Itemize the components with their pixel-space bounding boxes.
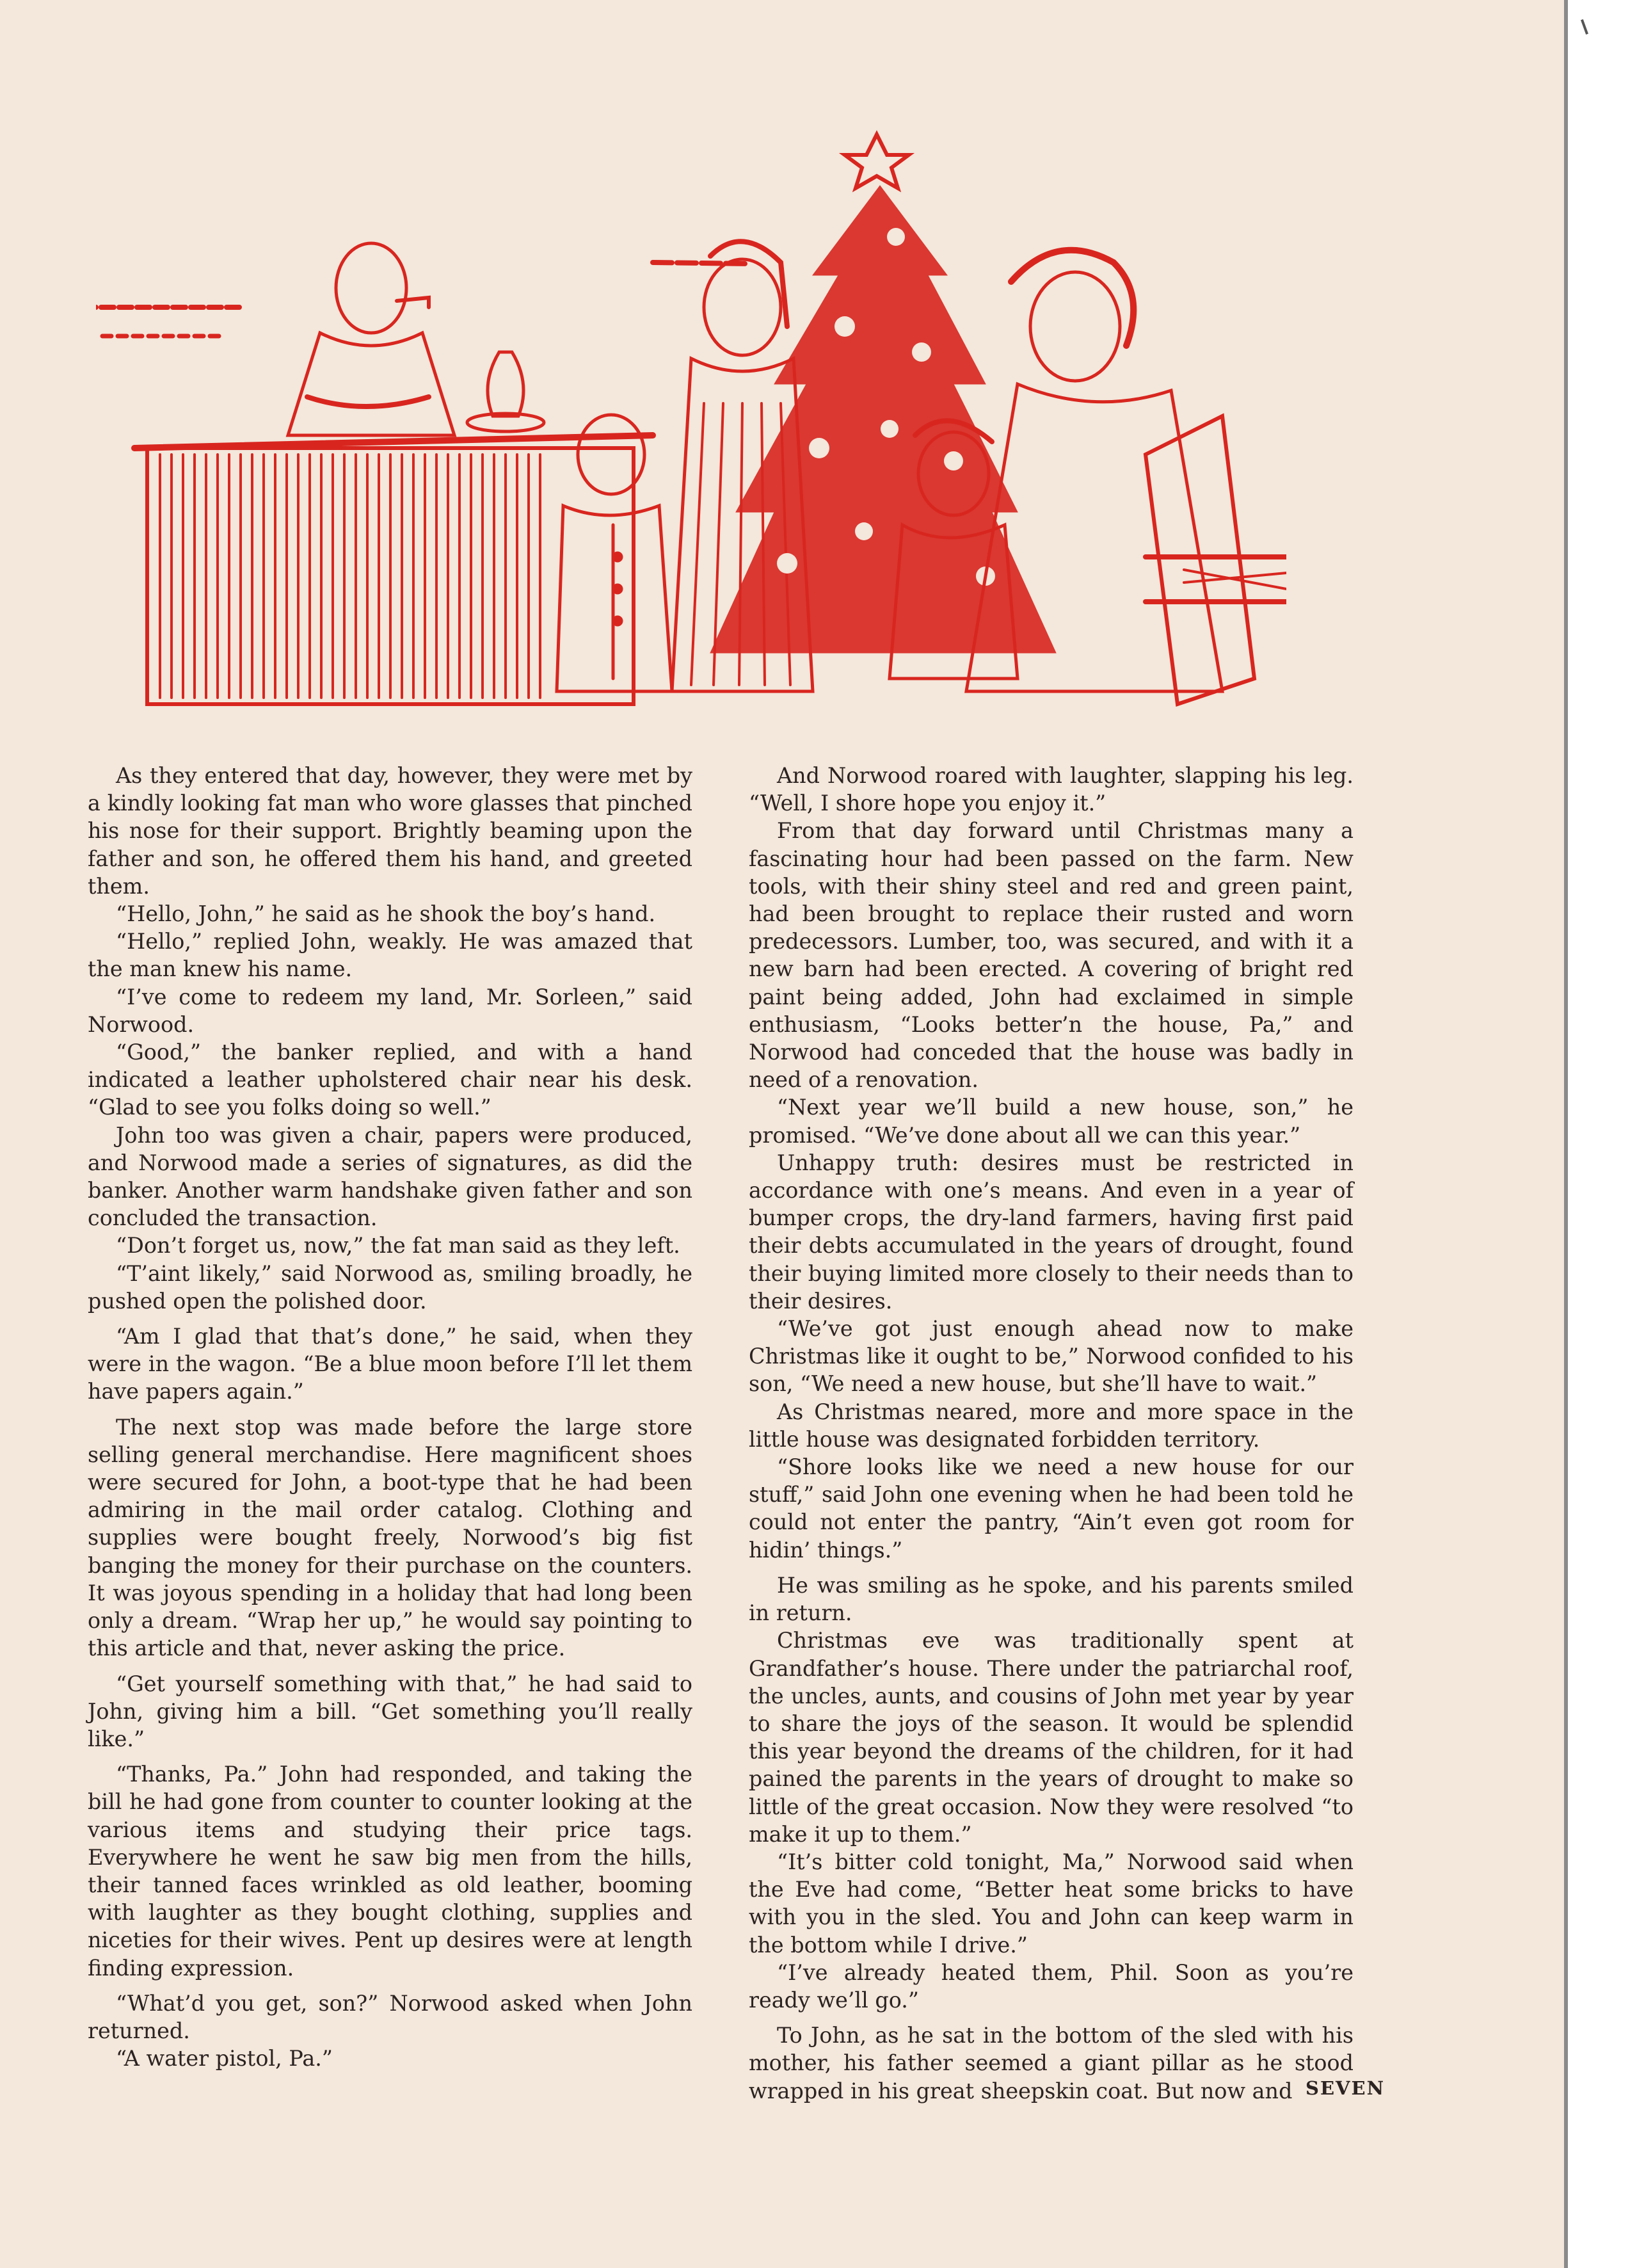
paragraph: From that day forward until Christmas many a fascinating hour had been passed on the farm. New tools, with their shiny steel and red and green paint, had been brought to replace their rusted and worn predecessors. Lumber, too, was secured, and with it a new barn had been erected. A covering of bright red paint being added, John had exclaimed in simple enthusiasm, “Looks better’n the house, Pa,” and Norwood had conceded that the house was badly in need of a renovation. — [749, 818, 1354, 1093]
paragraph: “Hello, John,” he said as he shook the boy’s hand. — [116, 901, 656, 927]
left-text-column — [88, 762, 692, 2072]
page-number: SEVEN — [1306, 2077, 1385, 2099]
right-text-column — [749, 762, 1354, 2105]
paragraph: To John, as he sat in the bottom of the sled with his mother, his father seemed a giant pillar as he stood wrapped in his great sheepskin coat. But now and — [749, 2023, 1354, 2103]
paragraph: “Next year we’ll build a new house, son,” he promised. “We’ve done about all we can this year.” — [749, 1095, 1354, 1148]
paragraph: Christmas eve was traditionally spent at Grandfather’s house. There under the patriarchal roof, the uncles, aunts, and cousins of John met year by year to share the joys of the season. It would be splendid this year beyond the dreams of the children, for it had pained the parents in the years of drought to make so little of the great occasion. Now they were resolved “to make it up to them.” — [749, 1628, 1354, 1847]
scanner-mark-icon — [1581, 19, 1588, 35]
christmas-family-scene-illustration — [96, 115, 1286, 711]
paragraph: “Thanks, Pa.” John had responded, and taking the bill he had gone from counter to counter looking at the various items and studying their price tags. Everywhere he went he saw big men from the hills, their tanned faces wrinkled as old leather, booming with laughter as they bought clothing, supplies and niceties for their wives. Pent up desires were at length finding expression. — [88, 1762, 692, 1981]
paragraph: As they entered that day, however, they were met by a kindly looking fat man who wore glasses that pinched his nose for their support. Brightly beaming upon the father and son, he offered them his hand, and greeted them. — [88, 763, 692, 899]
paragraph: “Shore looks like we need a new house for our stuff,” said John one evening when he had been told he could not enter the pantry, “Ain’t even got room for hidin’ things.” — [749, 1454, 1354, 1563]
paragraph: The next stop was made before the large store selling general merchandise. Here magnificent shoes were secured for John, a boot-type that he had been admiring in the mail order catalog. Clothing and supplies were bought freely, Norwood’s big fist banging the money for their purchase on the counters. It was joyous spending in a holiday that had long been only a dream. “Wrap her up,” he would say pointing to this article and that, never asking the price. — [88, 1414, 692, 1661]
paragraph: “What’d you get, son?” Norwood asked when John returned. — [88, 1990, 692, 2043]
paragraph: “It’s bitter cold tonight, Ma,” Norwood said when the Eve had come, “Better heat some bricks to have with you in the sled. You and John can keep warm in the bottom while I drive.” — [749, 1849, 1354, 1958]
paragraph: “Hello,” replied John, weakly. He was amazed that the man knew his name. — [88, 929, 692, 982]
paragraph: He was smiling as he spoke, and his parents smiled in return. — [749, 1572, 1354, 1626]
paragraph: “Don’t forget us, now,” the fat man said as they left. — [116, 1233, 680, 1259]
paragraph: “We’ve got just enough ahead now to make Christmas like it ought to be,” Norwood confided to his son, “We need a new house, but she’ll have to wait.” — [749, 1316, 1354, 1397]
paragraph: “T’aint likely,” said Norwood as, smiling broadly, he pushed open the polished door. — [88, 1260, 692, 1314]
paragraph: “Good,” the banker replied, and with a hand indicated a leather upholstered chair near his desk. “Glad to see you folks doing so well.” — [88, 1040, 692, 1120]
paragraph: Unhappy truth: desires must be restricted in accordance with one’s means. And even in a year of bumper crops, the dry-land farmers, having first paid their debts accumulated in the years of drought, found their buying limited more closely to their needs than to their desires. — [749, 1150, 1354, 1314]
paragraph: John too was given a chair, papers were produced, and Norwood made a series of signatures, as did the banker. Another warm handshake given father and son concluded the transaction. — [88, 1122, 692, 1231]
paragraph: And Norwood roared with laughter, slapping his leg. “Well, I shore hope you enjoy it.” — [749, 763, 1354, 816]
paragraph: As Christmas neared, more and more space in the little house was designated forbidden territory. — [749, 1399, 1354, 1452]
paragraph: “Am I glad that that’s done,” he said, when they were in the wagon. “Be a blue moon before I’ll let them have papers again.” — [88, 1324, 692, 1404]
paragraph: “Get yourself something with that,” he had said to John, giving him a bill. “Get something you’ll really like.” — [88, 1671, 692, 1751]
paragraph: “I’ve come to redeem my land, Mr. Sorleen,” said Norwood. — [88, 984, 692, 1037]
paragraph: “I’ve already heated them, Phil. Soon as you’re ready we’ll go.” — [749, 1959, 1354, 2013]
scanner-margin — [1564, 0, 1637, 2268]
paragraph: “A water pistol, Pa.” — [116, 2046, 333, 2071]
